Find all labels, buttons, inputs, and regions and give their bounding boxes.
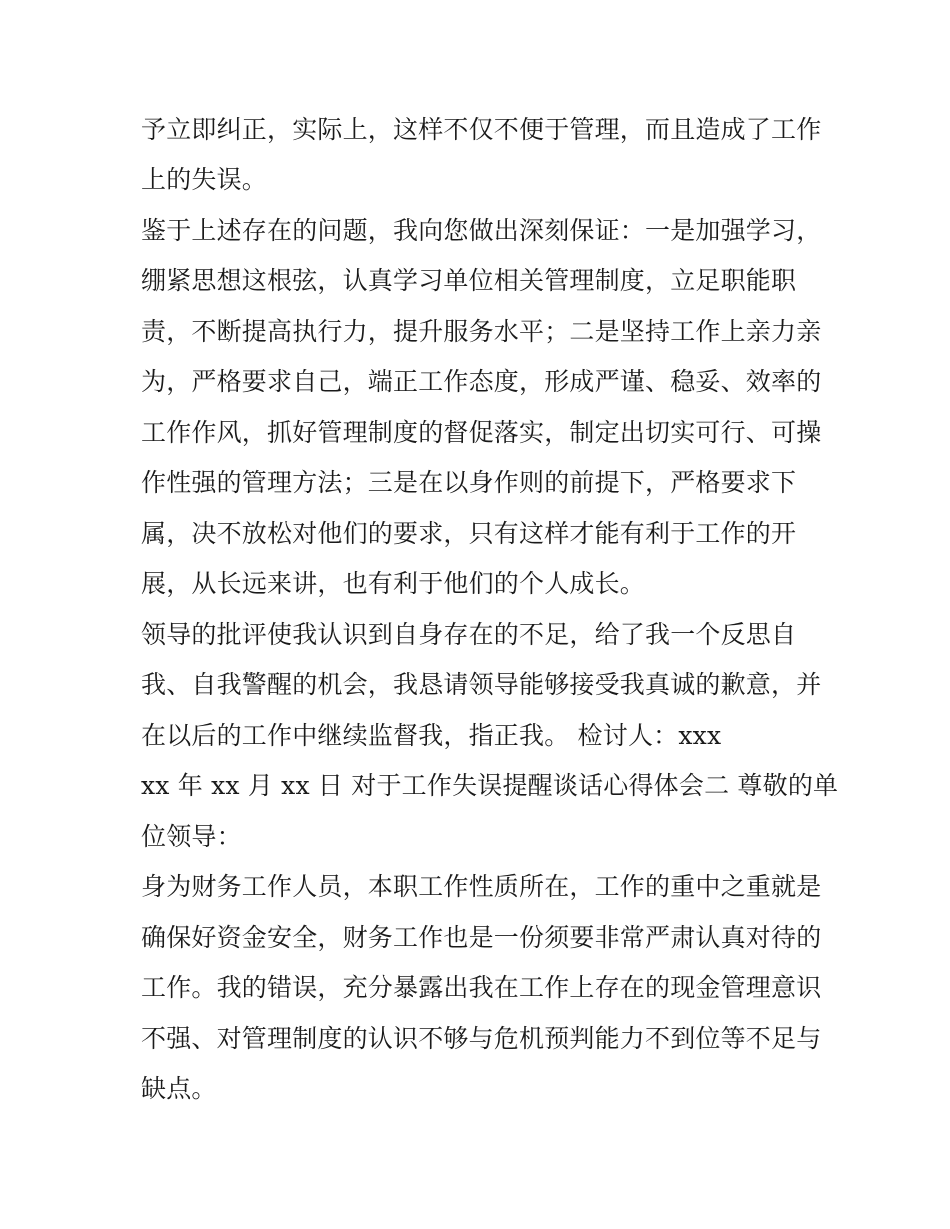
text-line: 鉴于上述存在的问题，我向您做出深刻保证：一是加强学习， [141, 216, 822, 245]
signature-line: 在以后的工作中继续监督我，指正我。 检讨人：xxx [141, 721, 722, 750]
text-line: 身为财务工作人员，本职工作性质所在，工作的重中之重就是 [141, 872, 822, 901]
text-line: 工作。我的错误，充分暴露出我在工作上存在的现金管理意识 [141, 973, 822, 1002]
text-line: 工作作风，抓好管理制度的督促落实，制定出切实可行、可操 [141, 418, 822, 447]
text-line: 缺点。 [141, 1074, 217, 1103]
text-line: 不强、对管理制度的认识不够与危机预判能力不到位等不足与 [141, 1024, 822, 1053]
salutation-line: 位领导： [141, 822, 242, 851]
text-line: 作性强的管理方法；三是在以身作则的前提下，严格要求下 [141, 468, 797, 497]
text-line: 予立即纠正，实际上，这样不仅不便于管理，而且造成了工作 [141, 115, 822, 144]
text-line: 绷紧思想这根弦，认真学习单位相关管理制度，立足职能职 [141, 266, 797, 295]
date-heading-line: xx 年 xx 月 xx 日 对于工作失误提醒谈话心得体会二 尊敬的单 [141, 771, 839, 800]
text-line: 责，不断提高执行力，提升服务水平；二是坚持工作上亲力亲 [141, 317, 822, 346]
text-line: 属，决不放松对他们的要求，只有这样才能有利于工作的开 [141, 519, 797, 548]
text-line: 我、自我警醒的机会，我恳请领导能够接受我真诚的歉意，并 [141, 670, 822, 699]
text-line: 为，严格要求自己，端正工作态度，形成严谨、稳妥、效率的 [141, 367, 822, 396]
text-line: 确保好资金安全，财务工作也是一份须要非常严肃认真对待的 [141, 923, 822, 952]
text-line: 上的失误。 [141, 165, 268, 194]
text-line: 展，从长远来讲，也有利于他们的个人成长。 [141, 569, 646, 598]
text-line: 领导的批评使我认识到自身存在的不足，给了我一个反思自 [141, 620, 797, 649]
